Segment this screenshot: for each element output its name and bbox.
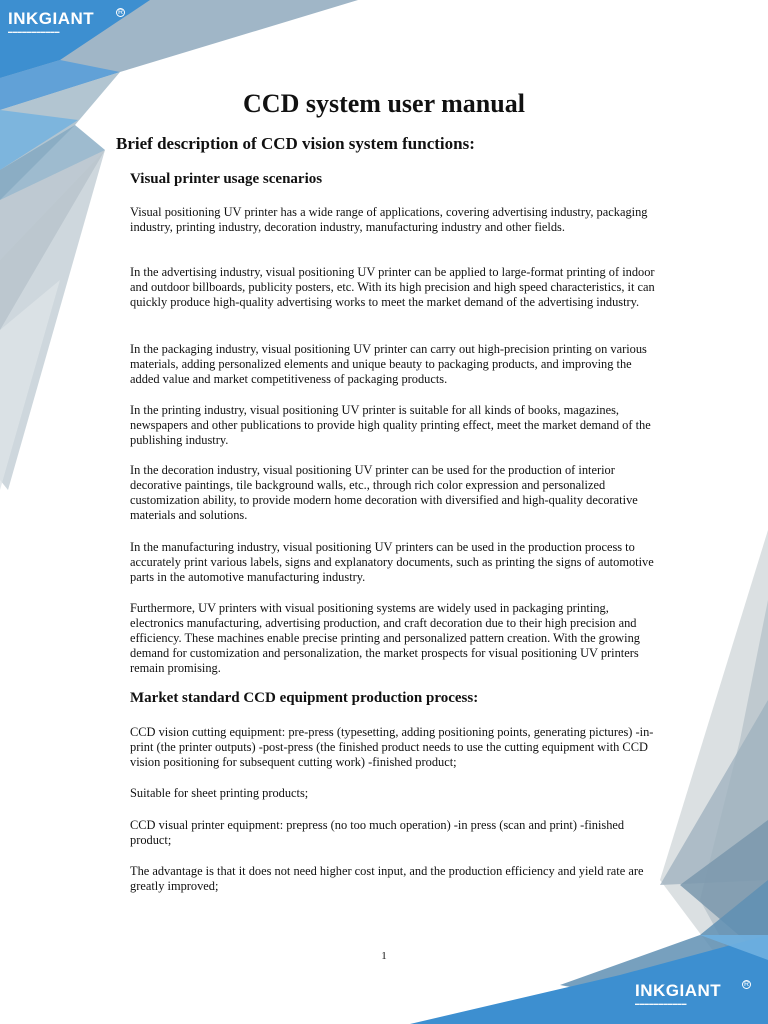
paragraph: CCD vision cutting equipment: pre-press (typesetting, adding positioning points, generating pictures) -in-print (the printer outputs) -post-press (the finished product needs to use the cutting equipment with CCD vision positioning for subsequent cutting work) -finished product; bbox=[130, 725, 654, 769]
paragraph: Suitable for sheet printing products; bbox=[130, 786, 309, 800]
brand-logo-bottom bbox=[635, 981, 750, 1006]
paragraph: The advantage is that it does not need higher cost input, and the production efficiency and yield rate are greatly improved; bbox=[130, 864, 644, 893]
registered-mark-icon: R bbox=[117, 9, 124, 16]
paragraph: In the manufacturing industry, visual positioning UV printers can be used in the production process to accurately print various labels, signs and explanatory documents, such as printing the signs of automotive parts in the automotive manufacturing industry. bbox=[130, 540, 654, 584]
registered-mark-icon: R bbox=[743, 981, 750, 988]
brand-logo-top bbox=[8, 9, 124, 34]
section-heading: Brief description of CCD vision system functions: bbox=[116, 134, 475, 153]
subsection-heading-production-process: Market standard CCD equipment production process: bbox=[130, 690, 479, 706]
paragraph: In the packaging industry, visual positioning UV printer can carry out high-precision printing on various materials, adding personalized elements and unique beauty to packaging products, and improving the added value and market competitiveness of packaging products. bbox=[130, 342, 647, 386]
paragraph: Furthermore, UV printers with visual positioning systems are widely used in packaging printing, electronics manufacturing, advertising production, and craft decoration due to their high precision and efficiency. These machines enable precise printing and personalized pattern creation. With the growing demand for customization and personalization, the market prospects for visual positioning UV printers remain promising. bbox=[130, 601, 640, 675]
brand-tagline-graphic: ▬▬▬▬▬▬▬▬▬▬▬ bbox=[635, 1001, 687, 1006]
paragraph: Visual positioning UV printer has a wide range of applications, covering advertising industry, packaging industry, printing industry, decoration industry, manufacturing industry and other fields. bbox=[130, 205, 648, 234]
paragraph: In the advertising industry, visual positioning UV printer can be applied to large-format printing of indoor and outdoor billboards, publicity posters, etc. With its high precision and high speed characteristics, it can quickly produce high-quality advertising works to meet the market demand of the advertising industry. bbox=[130, 265, 655, 309]
brand-name: INKGIANT bbox=[635, 981, 722, 1000]
document-title: CCD system user manual bbox=[243, 89, 525, 118]
paragraph: CCD visual printer equipment: prepress (no too much operation) -in press (scan and print) -finished product; bbox=[130, 818, 625, 847]
brand-tagline-graphic: ▬▬▬▬▬▬▬▬▬▬▬ bbox=[8, 29, 60, 34]
brand-name: INKGIANT bbox=[8, 9, 95, 28]
paragraph: In the printing industry, visual positioning UV printer is suitable for all kinds of books, magazines, newspapers and other publications to provide high quality printing effect, meet the market demand of the publishing industry. bbox=[130, 403, 651, 447]
paragraph: In the decoration industry, visual positioning UV printer can be used for the production of interior decorative paintings, tile background walls, etc., through rich color expression and personalized customization ability, to provide modern home decoration with diversified and high-quality decorative materials and solutions. bbox=[130, 463, 638, 522]
subsection-heading-usage-scenarios: Visual printer usage scenarios bbox=[130, 171, 323, 187]
page-number: 1 bbox=[381, 950, 387, 962]
